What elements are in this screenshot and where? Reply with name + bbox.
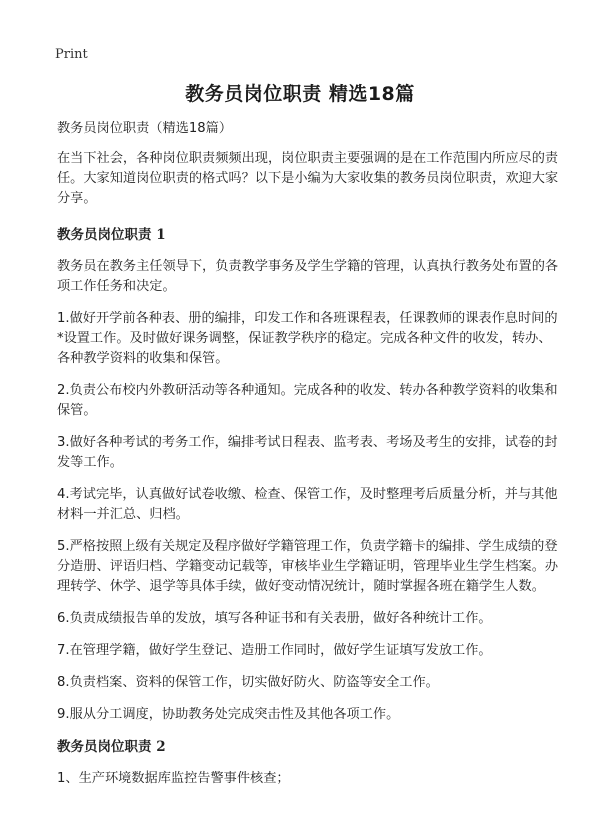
duty-item-5: 5.严格按照上级有关规定及程序做好学籍管理工作，负责学籍卡的编排、学生成绩的登分造册、评语归档、学籍变动记载等，审核毕业生学籍证明，管理毕业生学生档案。办理转学、休学、退学等具体手续，做好变动情况统计，随时掌握各班在籍学生人数。 <box>57 539 559 594</box>
duty-item-8: 8.负责档案、资料的保管工作，切实做好防火、防盗等安全工作。 <box>57 675 439 690</box>
duty-item-6: 6.负责成绩报告单的发放，填写各种证书和有关表册，做好各种统计工作。 <box>57 611 492 626</box>
page-title: 教务员岗位职责 精选18篇 <box>185 83 415 105</box>
document-body <box>57 119 562 801</box>
section-heading-1: 教务员岗位职责 1 <box>57 227 166 243</box>
duty-item-3: 3.做好各种考试的考务工作，编排考试日程表、监考表、考场及考生的安排，试卷的封发等工作。 <box>57 435 558 470</box>
section-2-item-1: 1、生产环境数据库监控告警事件核查； <box>57 771 290 786</box>
duty-item-1: 1.做好开学前各种表、册的编排，印发工作和各班课程表，任课教师的课表作息时间的*设置工作。及时做好课务调整，保证教学秩序的稳定。完成各种文件的收发，转办、各种教学资料的收集和保管。 <box>57 311 558 366</box>
duty-item-4: 4.考试完毕，认真做好试卷收缴、检查、保管工作，及时整理考后质量分析，并与其他材料一并汇总、归档。 <box>57 487 558 522</box>
section-1-lead: 教务员在教务主任领导下，负责教学事务及学生学籍的管理，认真执行教务处布置的各项工作任务和决定。 <box>57 259 559 294</box>
duty-item-9: 9.服从分工调度，协助教务处完成突击性及其他各项工作。 <box>57 707 400 722</box>
print-link[interactable]: Print <box>55 47 88 62</box>
duty-item-2: 2.负责公布校内外教研活动等各种通知。完成各种的收发、转办各种教学资料的收集和保管。 <box>57 383 558 418</box>
section-heading-2: 教务员岗位职责 2 <box>57 739 166 755</box>
intro-paragraph: 在当下社会，各种岗位职责频频出现，岗位职责主要强调的是在工作范围内所应尽的责任。大家知道岗位职责的格式吗？以下是小编为大家收集的教务员岗位职责，欢迎大家分享。 <box>57 151 559 206</box>
duty-item-7: 7.在管理学籍，做好学生登记、造册工作同时，做好学生证填写发放工作。 <box>57 643 492 658</box>
document-subtitle: 教务员岗位职责（精选18篇） <box>57 121 233 136</box>
